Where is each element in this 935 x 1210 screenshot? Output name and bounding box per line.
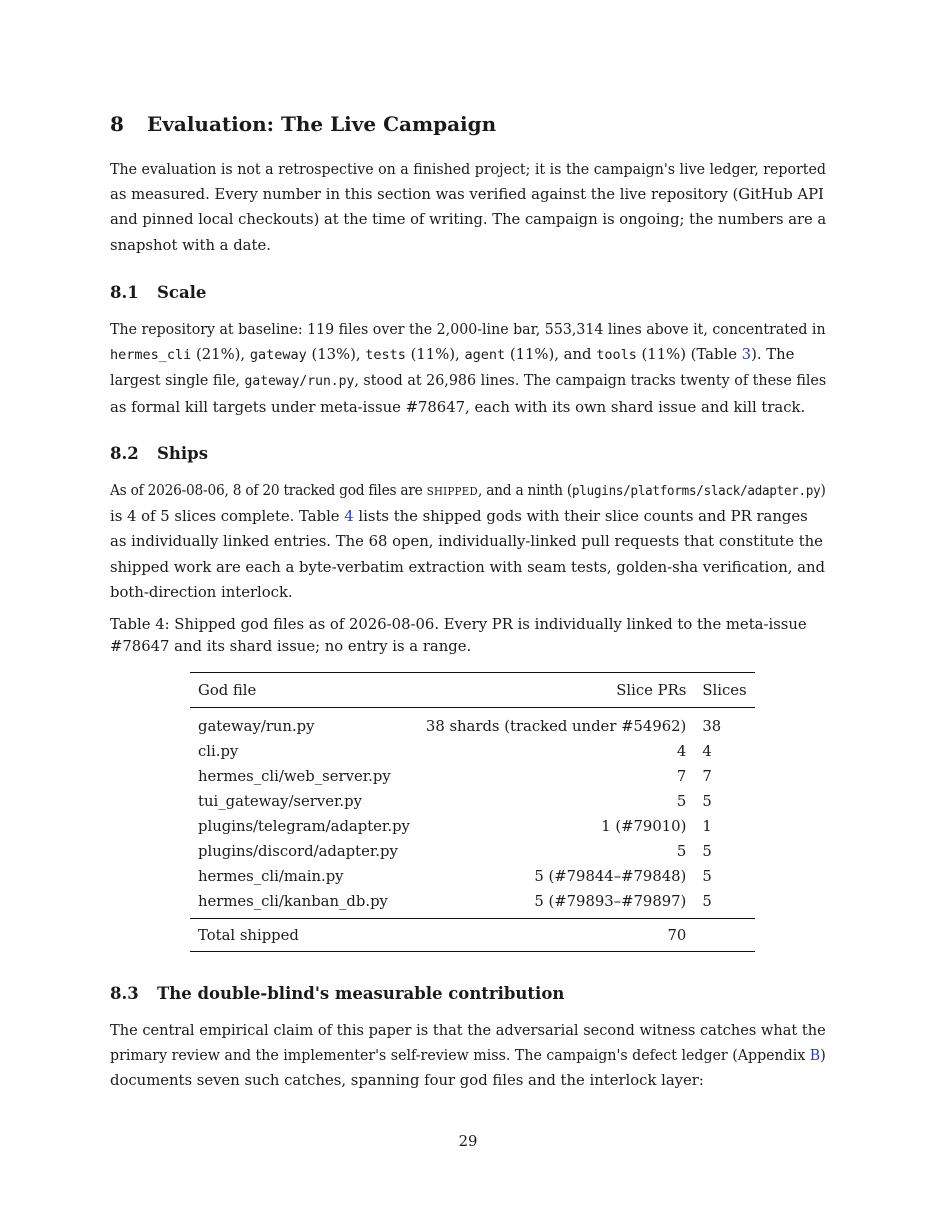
text-span: is 4 of 5 slices complete. Table: [110, 508, 345, 526]
code-span: agent: [464, 347, 506, 364]
header-slice-prs: Slice PRs: [616, 681, 687, 699]
text-span: (21%),: [191, 346, 250, 364]
cell-slices: 5: [702, 893, 712, 910]
text-span: lists the shipped gods with their slice counts and PR ranges: [353, 508, 808, 526]
scale-paragraph: [110, 317, 826, 420]
cell-prs: 1 (#79010): [601, 818, 687, 835]
text-line: [110, 342, 826, 368]
table-reference-link[interactable]: 3: [741, 346, 752, 364]
shipped-god-files-table: [190, 672, 755, 952]
cell-file: cli.py: [198, 743, 239, 760]
text-line: as individually linked entries. The 68 open, individually-linked pull requests that constitute the: [110, 533, 823, 551]
table-row: [190, 864, 755, 889]
cell-file: hermes_cli/web_server.py: [198, 768, 391, 785]
text-line: [110, 478, 826, 504]
code-span: tests: [365, 347, 406, 364]
text-line: documents seven such catches, spanning four god files and the interlock layer:: [110, 1072, 704, 1090]
cell-slices: 7: [702, 768, 712, 785]
code-span: hermes_cli: [110, 347, 192, 364]
text-line: as formal kill targets under meta-issue #78647, each with its own shard issue and kill track.: [110, 398, 806, 416]
table-row: [190, 814, 755, 839]
cell-prs: 5: [676, 843, 687, 860]
text-line: The central empirical claim of this paper is that the adversarial second witness catches what the: [110, 1022, 826, 1039]
total-prs: 70: [667, 926, 687, 944]
text-line: [110, 368, 827, 394]
cell-slices: 38: [702, 718, 722, 735]
table-row: [190, 708, 755, 740]
text-span: (11%) (Table: [636, 346, 742, 364]
appendix-reference-link[interactable]: B: [809, 1047, 821, 1065]
text-line: shipped work are each a byte-verbatim extraction with seam tests, golden-sha verification, and: [110, 558, 826, 576]
text-span: (11%), and: [505, 346, 597, 364]
subsection-number: 8.3: [110, 984, 139, 1003]
table-caption: [110, 614, 826, 657]
table-row: [190, 839, 755, 864]
cell-file: gateway/run.py: [198, 718, 315, 735]
text-span: As of 2026-08-06, 8 of 20 tracked god files are: [110, 482, 427, 499]
contribution-paragraph: [110, 1018, 826, 1094]
text-span: primary review and the implementer's self-review miss. The campaign's defect ledger (Appendix: [110, 1047, 810, 1065]
text-line: The evaluation is not a retrospective on a finished project; it is the campaign's live ledger, reported: [110, 161, 826, 178]
section-number: 8: [110, 112, 124, 136]
cell-slices: 5: [702, 793, 712, 810]
text-span: , and a ninth (: [477, 482, 573, 499]
cell-prs: 4: [676, 743, 687, 760]
code-span: plugins/platforms/slack/adapter.py: [572, 483, 821, 499]
text-line: [110, 504, 826, 529]
section-heading: [110, 112, 496, 136]
subsection-number: 8.1: [110, 283, 139, 302]
text-line: both-direction interlock.: [110, 583, 293, 601]
page-number: 29: [458, 1133, 478, 1150]
table-total-row: [190, 919, 755, 952]
text-span: (13%),: [306, 346, 366, 364]
cell-prs: 5: [676, 793, 687, 810]
total-label: Total shipped: [198, 926, 299, 944]
code-span: gateway: [249, 347, 307, 364]
table-row: [190, 764, 755, 789]
cell-slices: 5: [702, 843, 712, 860]
subsection-number: 8.2: [110, 444, 139, 463]
caption-line: #78647 and its shard issue; no entry is a range.: [110, 637, 472, 655]
cell-prs: 5 (#79893–#79897): [534, 893, 687, 910]
text-line: snapshot with a date.: [110, 236, 271, 254]
table-reference-link[interactable]: 4: [344, 508, 354, 526]
cell-file: plugins/telegram/adapter.py: [198, 818, 410, 835]
caption-line: Table 4: Shipped god files as of 2026-08-06. Every PR is individually linked to the meta-issue: [110, 616, 807, 633]
cell-file: tui_gateway/server.py: [198, 793, 362, 810]
cell-file: hermes_cli/main.py: [198, 868, 344, 885]
cell-slices: 1: [702, 818, 712, 835]
header-slices: Slices: [702, 681, 747, 699]
cell-prs: 7: [676, 768, 687, 785]
intro-paragraph: [110, 157, 826, 258]
subsection-heading-scale: [110, 283, 206, 302]
cell-prs: 38 shards (tracked under #54962): [425, 718, 687, 735]
text-line: The repository at baseline: 119 files over the 2,000-line bar, 553,314 lines above it, concentrated in: [110, 321, 826, 338]
cell-file: hermes_cli/kanban_db.py: [198, 893, 388, 910]
text-span: ): [820, 1047, 826, 1065]
text-span: ): [820, 482, 826, 499]
table-row: [190, 789, 755, 814]
table-row: [190, 739, 755, 764]
code-span: tools: [596, 347, 637, 364]
subsection-title: Scale: [157, 283, 207, 302]
ships-paragraph: [110, 478, 826, 605]
text-span: largest single file,: [110, 372, 245, 390]
text-span: (11%),: [405, 346, 465, 364]
subsection-heading-ships: [110, 444, 208, 463]
text-line: as measured. Every number in this section was verified against the live repository (GitHub API: [110, 186, 824, 204]
text-span: , stood at 26,986 lines. The campaign tracks twenty of these files: [354, 372, 827, 390]
smallcaps-span: SHIPPED: [426, 485, 478, 498]
header-god-file: God file: [198, 681, 257, 699]
cell-slices: 5: [702, 868, 712, 885]
code-span: gateway/run.py: [244, 373, 355, 390]
total-slices: [694, 919, 754, 952]
cell-slices: 4: [702, 743, 712, 760]
section-title: Evaluation: The Live Campaign: [147, 112, 497, 136]
text-line: and pinned local checkouts) at the time of writing. The campaign is ongoing; the numbers are a: [110, 211, 827, 229]
subsection-title: Ships: [157, 444, 209, 463]
cell-prs: 5 (#79844–#79848): [534, 868, 687, 885]
table-row: [190, 889, 755, 919]
text-span: ). The: [751, 346, 795, 364]
subsection-heading-contribution: [110, 984, 564, 1003]
cell-file: plugins/discord/adapter.py: [198, 843, 398, 860]
text-line: [110, 1043, 826, 1068]
subsection-title: The double-blind's measurable contribution: [157, 984, 565, 1003]
table-header-row: [190, 673, 755, 708]
